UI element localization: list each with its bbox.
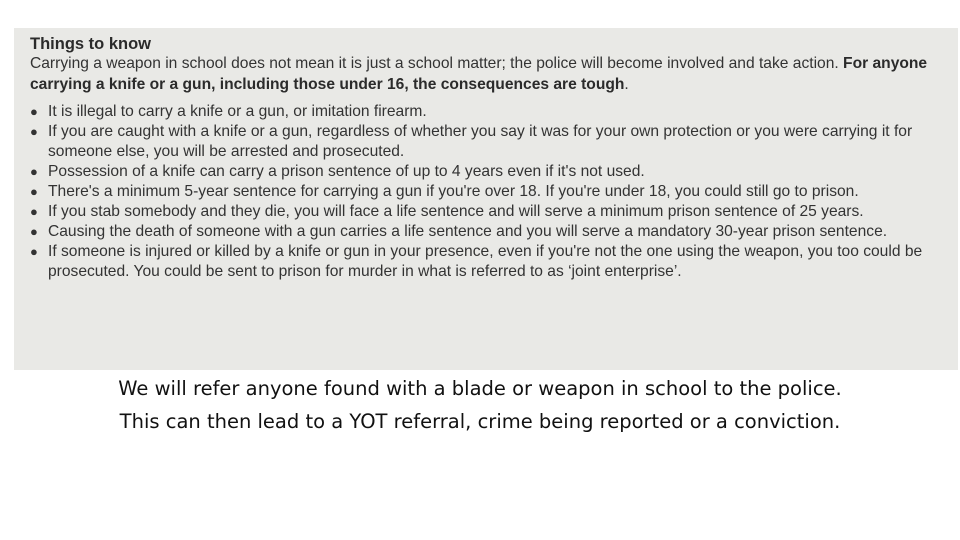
caption-line-2: This can then lead to a YOT referral, crime being reported or a conviction.	[119, 410, 841, 433]
things-to-know-panel	[14, 28, 958, 370]
rule-item-5	[30, 202, 948, 222]
bullet-icon: ●	[30, 104, 38, 119]
rule-text: It is illegal to carry a knife or a gun, or imitation firearm.	[48, 103, 427, 120]
bullet-icon: ●	[30, 224, 38, 239]
rule-item-4	[30, 182, 948, 202]
intro-bold-text: For anyone carrying a knife or a gun, including those under 16, the consequences are tough	[30, 55, 928, 93]
rule-item-7	[30, 242, 948, 282]
bullet-icon: ●	[30, 124, 38, 139]
rule-item-6	[30, 222, 948, 242]
rule-text: If someone is injured or killed by a knife or gun in your presence, even if you're not the one using the weapon, you too could be prosecuted. You could be sent to prison for murder in what is referred to as ‘joint enterprise’.	[48, 243, 923, 280]
bullet-icon: ●	[30, 204, 38, 219]
rule-text: Possession of a knife can carry a prison sentence of up to 4 years even if it's not used.	[48, 163, 645, 180]
bullet-icon: ●	[30, 164, 38, 179]
caption-line-1: We will refer anyone found with a blade or weapon in school to the police.	[118, 377, 842, 400]
rule-text: If you are caught with a knife or a gun, regardless of whether you say it was for your own protection or you were carrying it for someone else, you will be arrested and prosecuted.	[48, 123, 913, 160]
rule-item-2	[30, 122, 948, 162]
rule-text: Causing the death of someone with a gun carries a life sentence and you will serve a mandatory 30-year prison sentence.	[48, 223, 888, 240]
intro-end: .	[624, 76, 629, 93]
rules-list	[30, 102, 948, 282]
bullet-icon: ●	[30, 184, 38, 199]
rule-item-1	[30, 102, 948, 122]
rule-text: If you stab somebody and they die, you will face a life sentence and will serve a minimum prison sentence of 25 years.	[48, 203, 864, 220]
panel-intro	[30, 53, 948, 95]
rule-item-3	[30, 162, 948, 182]
bullet-icon: ●	[30, 244, 38, 259]
rule-text: There's a minimum 5-year sentence for carrying a gun if you're over 18. If you're under 18, you could still go to prison.	[48, 183, 859, 200]
intro-text: Carrying a weapon in school does not mean it is just a school matter; the police will become involved and take action.	[30, 55, 844, 72]
slide-caption	[0, 372, 960, 438]
panel-title: Things to know	[30, 35, 151, 53]
